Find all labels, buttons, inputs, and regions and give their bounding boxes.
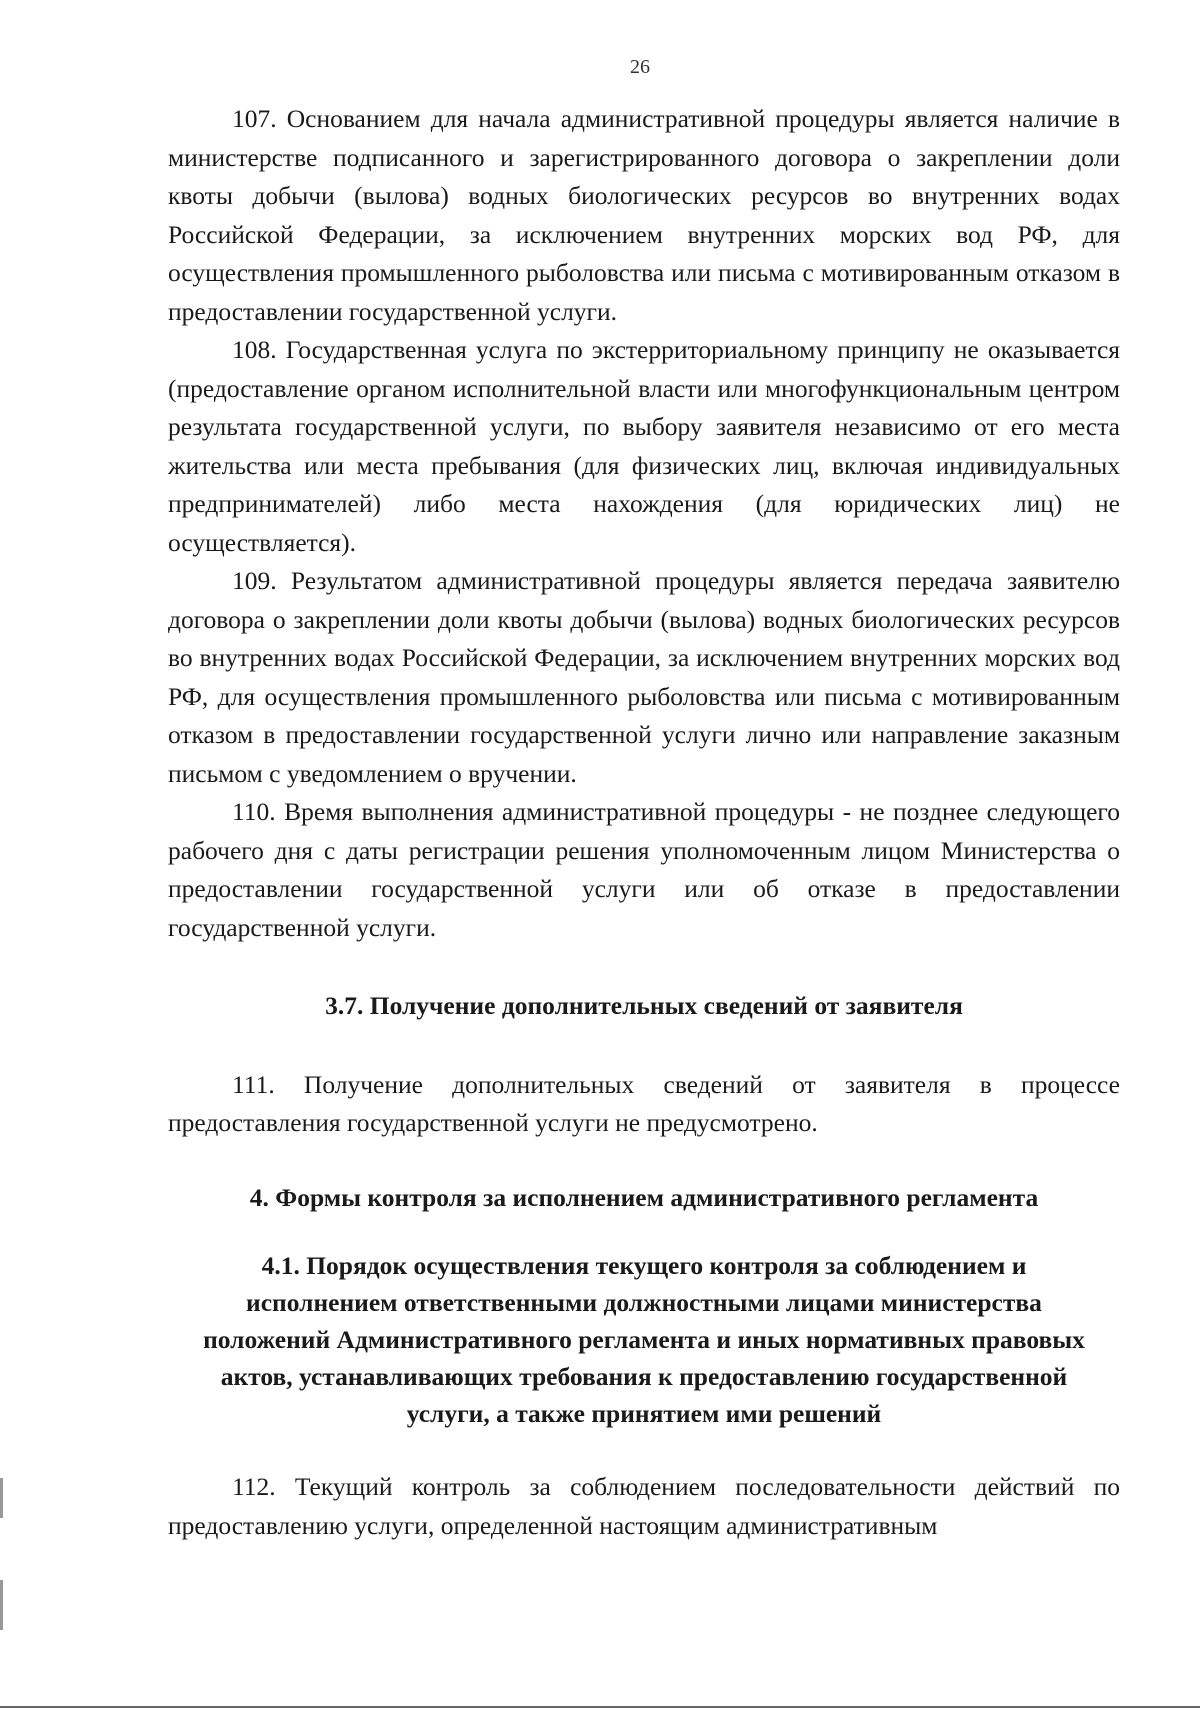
scan-edge-mark [0, 1580, 3, 1630]
paragraph-107: 107. Основанием для начала административной процедуры является наличие в министерстве подписанного и зарегистрированного договора о закреплении доли квоты добычи (вылова) водных биологических ресурсов во внутренних водах Российской Федерации, за исключением внутренних морских вод РФ, для осуществления промышленного рыболовства или письма с мотивированным отказом в предоставлении государственной услуги. [168, 104, 1120, 326]
section-heading-4: 4. Формы контроля за исполнением административного регламента [249, 1182, 1039, 1212]
page-number: 26 [630, 56, 650, 78]
paragraph-111: 111. Получение дополнительных сведений от заявителя в процессе предоставления государственной услуги не предусмотрено. [168, 1069, 1120, 1137]
paragraph-112: 112. Текущий контроль за соблюдением последовательности действий по предоставлению услуги, определенной настоящим административным [168, 1472, 1120, 1540]
scan-bottom-edge [0, 1706, 1200, 1708]
scan-edge-mark [0, 1478, 3, 1518]
section-heading-4-1: 4.1. Порядок осуществления текущего контроля за соблюдением и исполнением ответственными должностными лицами министерства положений Административного регламента и иных нормативных правовых актов, устанавливающих требования к предоставлению государственной услуги, а также принятием ими решений [203, 1251, 1085, 1428]
document-body [168, 100, 1120, 1545]
paragraph-110: 110. Время выполнения административной процедуры - не позднее следующего рабочего дня с даты регистрации решения уполномоченным лицом Министерства о предоставлении государственной услуги или об отказе в предоставлении государственной услуги. [168, 797, 1120, 942]
paragraph-108: 108. Государственная услуга по экстерриториальному принципу не оказывается (предоставление органом исполнительной власти или многофункциональным центром результата государственной услуги, по выбору заявителя независимо от его места жительства или места пребывания (для физических лиц, включая индивидуальных предпринимателей) либо места нахождения (для юридических лиц) не осуществляется). [168, 335, 1120, 557]
paragraph-109: 109. Результатом административной процедуры является передача заявителю договора о закреплении доли квоты добычи (вылова) водных биологических ресурсов во внутренних водах Российской Федерации, за исключением внутренних морских вод РФ, для осуществления промышленного рыболовства или письма с мотивированным отказом в предоставлении государственной услуги лично или направление заказным письмом с уведомлением о вручении. [168, 566, 1120, 788]
section-heading-3-7: 3.7. Получение дополнительных сведений от заявителя [325, 991, 963, 1020]
